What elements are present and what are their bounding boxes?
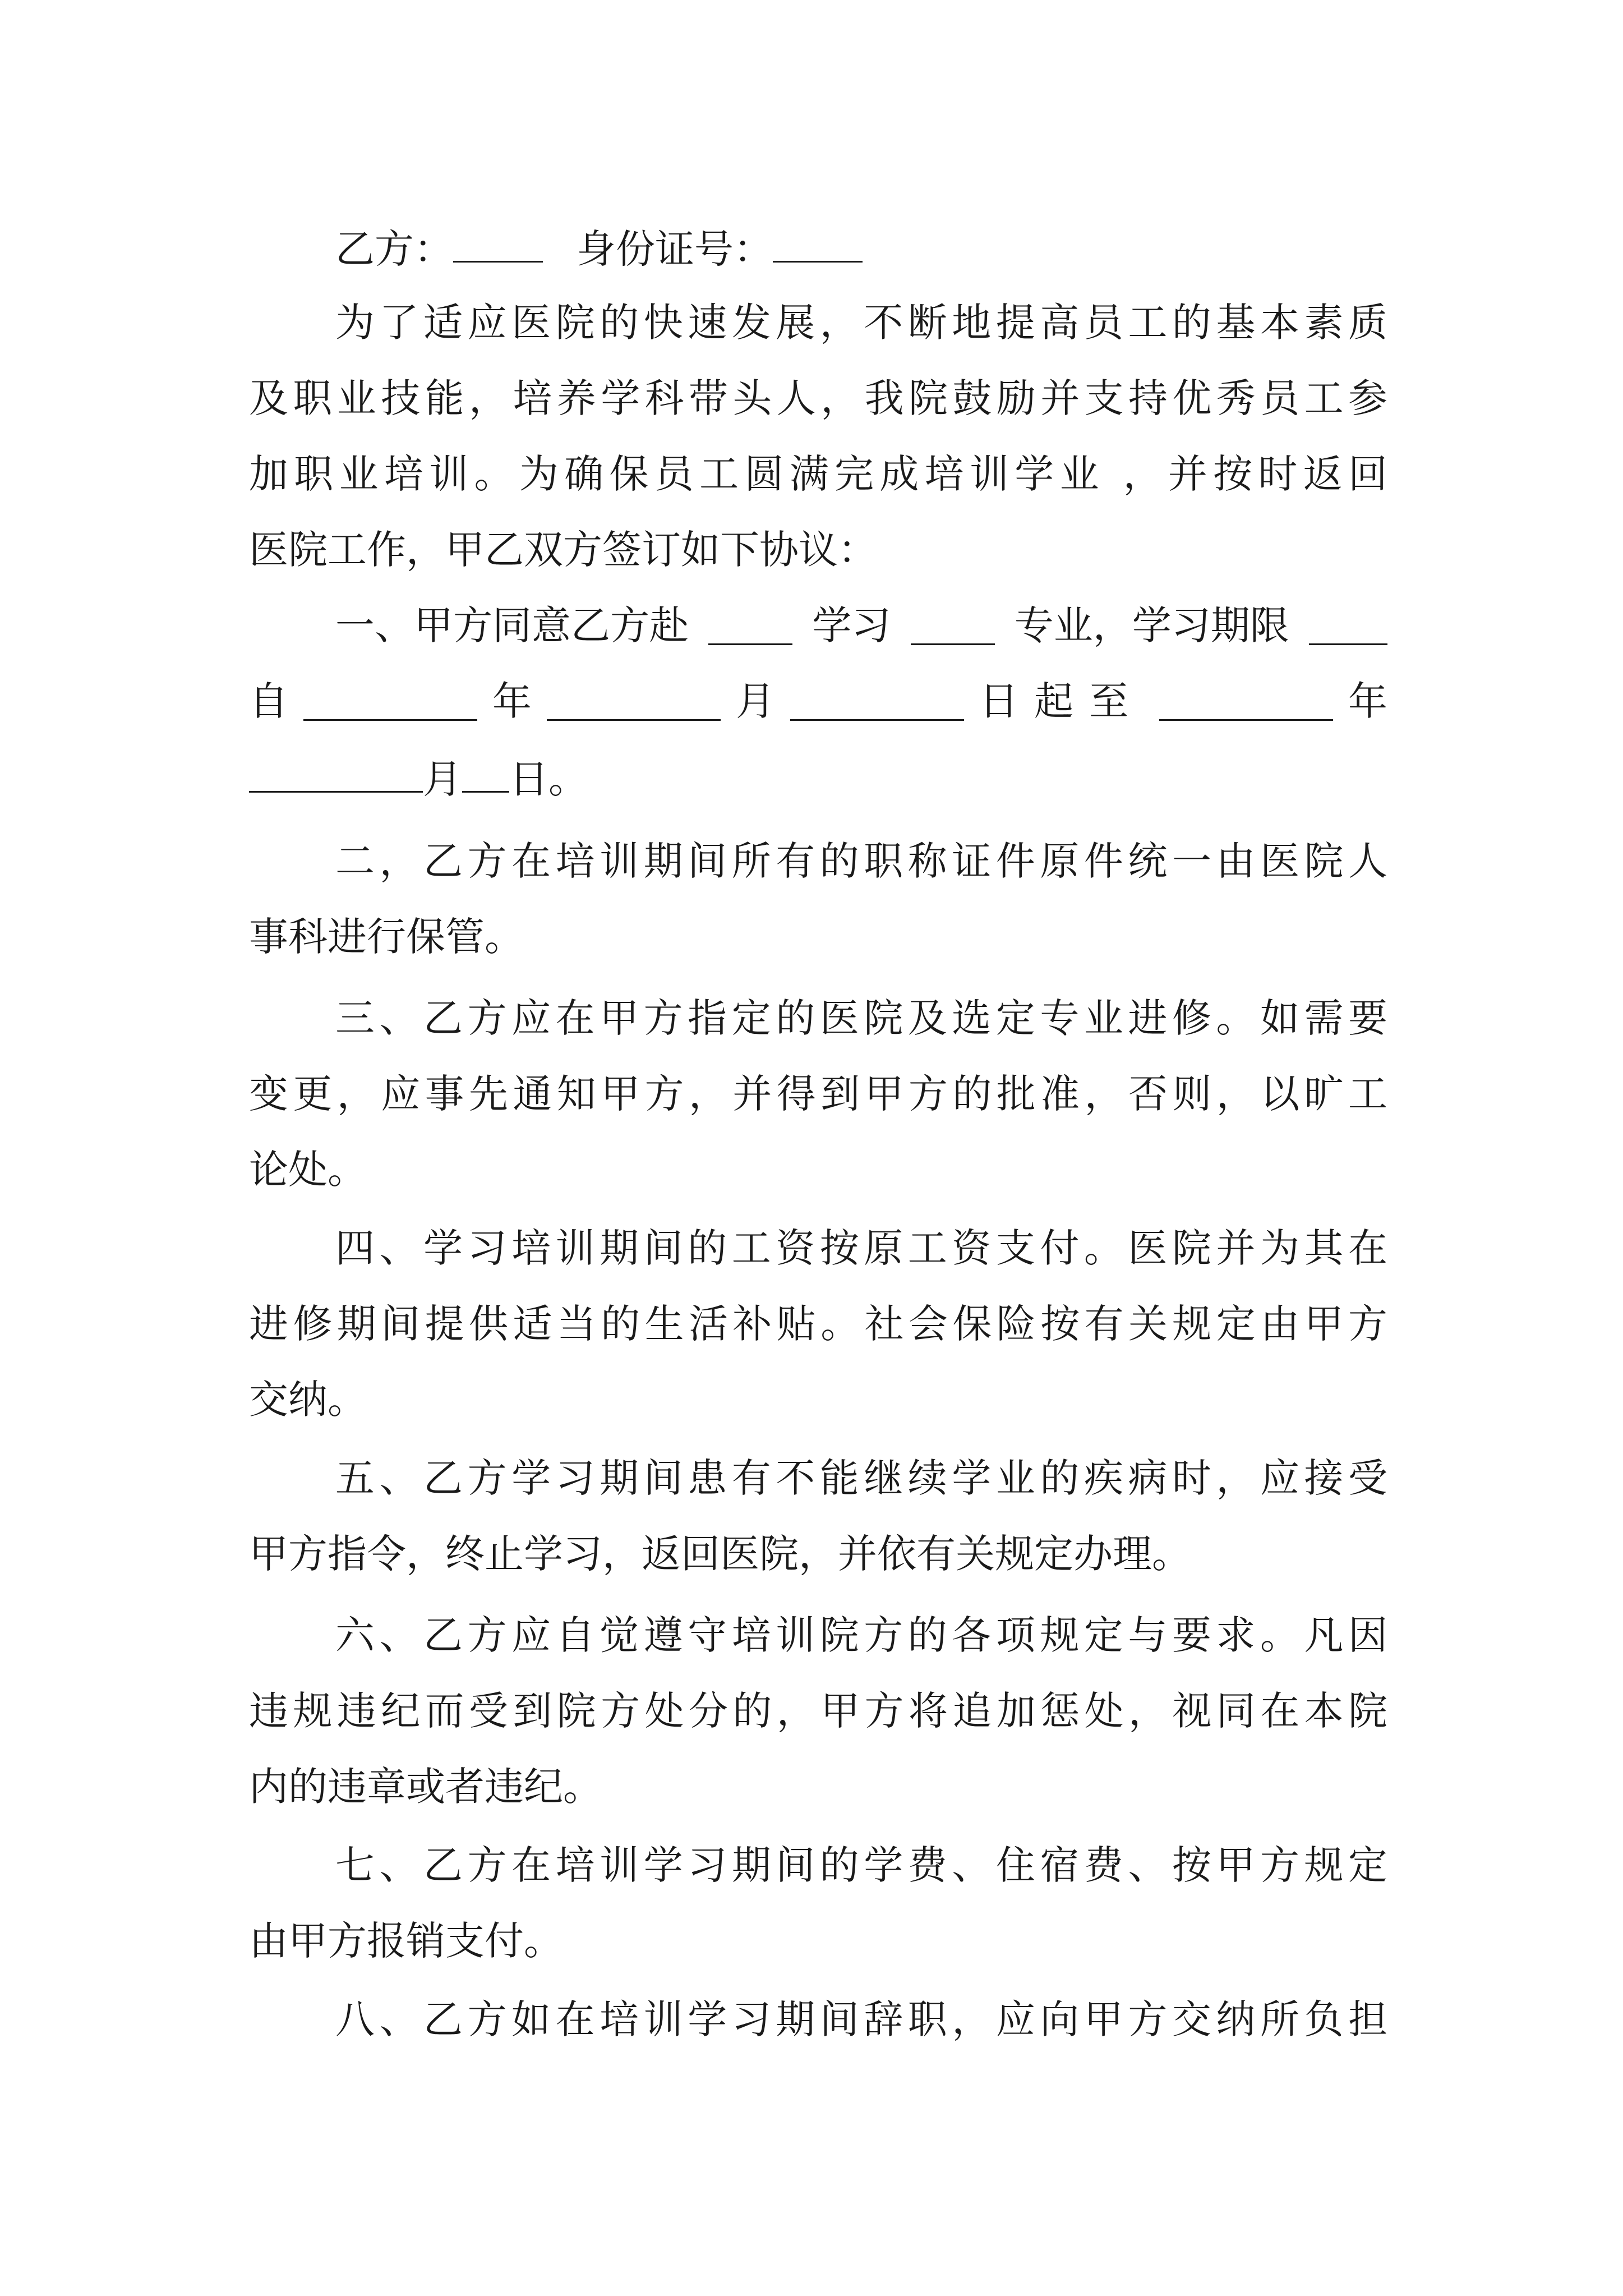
major-blank[interactable] bbox=[911, 610, 995, 645]
clause-6-line-1: 六、乙方应自觉遵守培训院方的各项规定与要求。凡因 bbox=[335, 1612, 1387, 1658]
year-label-2: 年 bbox=[1348, 678, 1387, 724]
end-year-blank[interactable] bbox=[1159, 685, 1333, 721]
clause-2-line-1: 二，乙方在培训期间所有的职称证件原件统一由医院人 bbox=[335, 838, 1387, 884]
study-place-blank[interactable] bbox=[708, 610, 792, 645]
clause-4-line-3: 交纳。 bbox=[249, 1377, 367, 1423]
clause-5-line-2: 甲方指令，终止学习，返回医院，并依有关规定办理。 bbox=[249, 1531, 1191, 1577]
clause-7-line-2: 由甲方报销支付。 bbox=[249, 1918, 563, 1964]
clause-5-line-1: 五、乙方学习期间患有不能继续学业的疾病时，应接受 bbox=[335, 1455, 1387, 1501]
clause-8-line-1: 八、乙方如在培训学习期间辞职，应向甲方交纳所负担 bbox=[335, 1996, 1387, 2042]
clause-3-line-1: 三、乙方应在甲方指定的医院及选定专业进修。如需要 bbox=[335, 995, 1387, 1041]
month-label-1: 月 bbox=[736, 678, 775, 724]
clause-6-line-2: 违规违纪而受到院方处分的，甲方将追加惩处，视同在本院 bbox=[249, 1688, 1387, 1734]
from-label: 自 bbox=[249, 678, 288, 724]
start-month-blank[interactable] bbox=[547, 685, 721, 721]
start-year-blank[interactable] bbox=[303, 685, 477, 721]
day-to-label: 日起至 bbox=[979, 678, 1144, 724]
intro-line-3: 加职业培训。为确保员工圆满完成培训学业 ，并按时返回 bbox=[249, 451, 1387, 497]
clause-3-line-3: 论处。 bbox=[249, 1147, 367, 1193]
party-b-label: 乙方： bbox=[335, 226, 453, 272]
study-period-blank[interactable] bbox=[1309, 610, 1387, 645]
id-number-label: 身份证号： bbox=[577, 226, 773, 272]
clause-1-line-3 bbox=[249, 756, 1387, 802]
day-label-2: 日。 bbox=[509, 756, 588, 802]
clause-3-line-2: 变更，应事先通知甲方，并得到甲方的批准，否则，以旷工 bbox=[249, 1071, 1387, 1117]
id-number-blank[interactable] bbox=[773, 227, 863, 263]
clause-1-part-a: 一、甲方同意乙方赴 bbox=[335, 602, 689, 648]
end-month-blank[interactable] bbox=[249, 757, 423, 793]
start-day-blank[interactable] bbox=[790, 685, 964, 721]
month-label-2: 月 bbox=[423, 756, 462, 802]
clause-1-part-c: 专业，学习期限 bbox=[1014, 602, 1289, 648]
intro-line-1: 为了适应医院的快速发展，不断地提高员工的基本素质 bbox=[335, 300, 1387, 346]
clause-7-line-1: 七、乙方在培训学习期间的学费、住宿费、按甲方规定 bbox=[335, 1842, 1387, 1888]
year-label-1: 年 bbox=[492, 678, 532, 724]
clause-4-line-2: 进修期间提供适当的生活补贴。社会保险按有关规定由甲方 bbox=[249, 1301, 1387, 1347]
intro-line-4: 医院工作，甲乙双方签订如下协议： bbox=[249, 527, 877, 573]
party-b-line bbox=[335, 226, 1387, 272]
end-day-blank[interactable] bbox=[462, 757, 509, 793]
clause-4-line-1: 四、学习培训期间的工资按原工资支付。医院并为其在 bbox=[335, 1225, 1387, 1271]
clause-2-line-2: 事科进行保管。 bbox=[249, 914, 524, 960]
intro-line-2: 及职业技能，培养学科带头人，我院鼓励并支持优秀员工参 bbox=[249, 375, 1387, 421]
clause-1-part-b: 学习 bbox=[812, 602, 891, 648]
clause-1-line-2 bbox=[249, 678, 1387, 724]
clause-6-line-3: 内的违章或者违纪。 bbox=[249, 1764, 602, 1810]
party-b-name-blank[interactable] bbox=[453, 227, 543, 263]
clause-1-line-1 bbox=[335, 602, 1387, 648]
